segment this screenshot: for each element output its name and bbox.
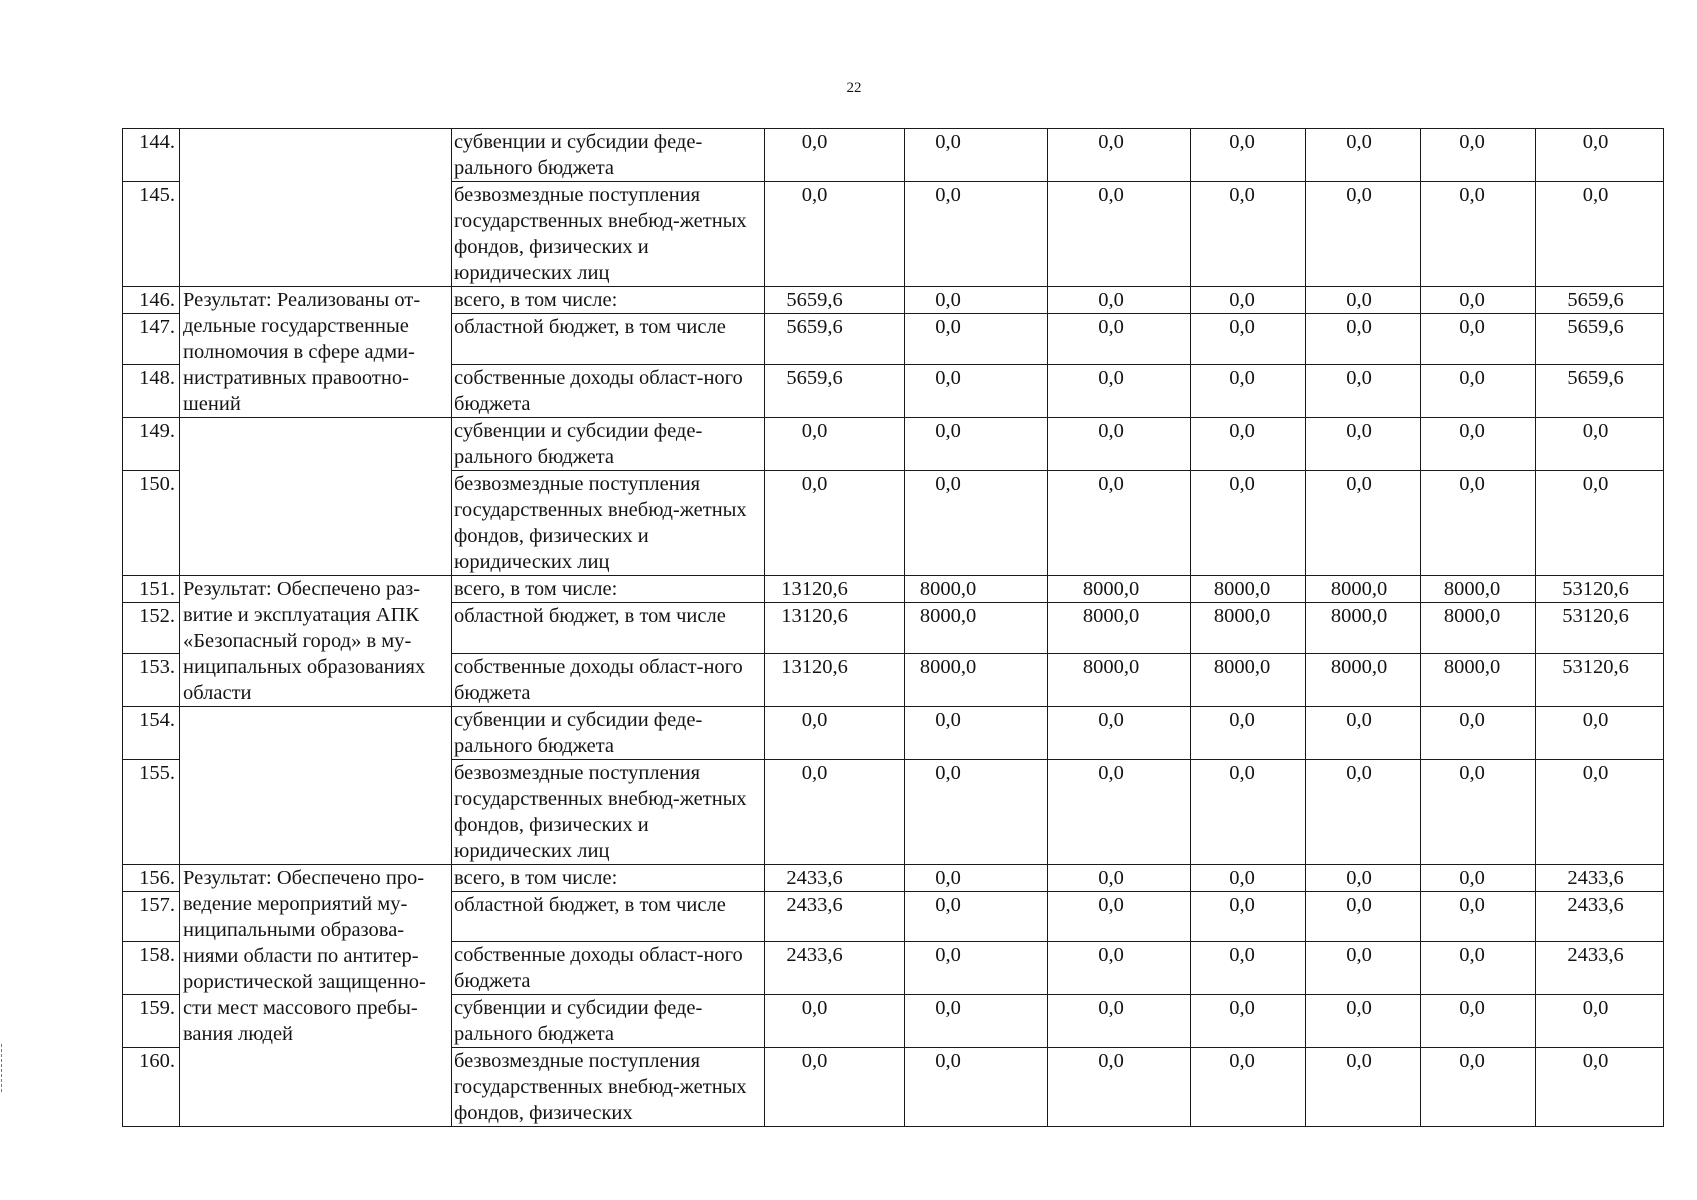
amount-cell — [1191, 995, 1306, 1048]
amount-value: 0,0 — [1098, 1050, 1124, 1072]
amount-value: 0,0 — [1459, 420, 1485, 442]
amount-value: 0,0 — [1098, 366, 1124, 389]
margin-mark — [1, 1044, 6, 1092]
row-number: 149. — [123, 418, 180, 471]
amount-cell — [1536, 418, 1664, 471]
amount-value: 2433,6 — [1567, 944, 1624, 966]
amount-cell — [1191, 760, 1306, 865]
amount-cell — [1421, 892, 1536, 942]
table-row — [123, 287, 1664, 314]
amount-value: 0,0 — [1459, 894, 1485, 916]
amount-cell — [1536, 760, 1664, 865]
funding-source: собственные доходы област-ного бюджета — [452, 364, 765, 417]
table-row — [123, 418, 1664, 471]
amount-value: 8000,0 — [1330, 578, 1388, 600]
amount-cell — [1191, 653, 1306, 706]
amount-value: 0,0 — [1346, 894, 1372, 916]
row-number: 156. — [123, 865, 180, 892]
amount-value: 0,0 — [935, 184, 961, 206]
amount-cell — [1421, 287, 1536, 314]
amount-value: 8000,0 — [1330, 605, 1388, 628]
amount-cell — [1536, 653, 1664, 706]
amount-value: 0,0 — [1346, 420, 1372, 442]
amount-cell — [1536, 707, 1664, 760]
funding-source: собственные доходы област-ного бюджета — [452, 942, 765, 995]
amount-value: 53120,6 — [1562, 655, 1629, 678]
amount-value: 0,0 — [1229, 1050, 1255, 1072]
amount-value: 0,0 — [1098, 762, 1124, 784]
amount-cell — [1306, 603, 1421, 653]
row-number: 159. — [123, 995, 180, 1048]
amount-cell — [765, 182, 905, 287]
amount-value: 0,0 — [1346, 997, 1372, 1019]
amount-value: 8000,0 — [919, 578, 977, 600]
amount-cell — [765, 129, 905, 182]
row-number: 155. — [123, 760, 180, 865]
funding-source: областной бюджет, в том числе — [452, 603, 765, 653]
amount-cell — [1048, 182, 1191, 287]
amount-cell — [1191, 603, 1306, 653]
amount-value: 2433,6 — [786, 944, 843, 966]
amount-value: 0,0 — [801, 473, 828, 495]
amount-cell — [1191, 707, 1306, 760]
amount-value: 0,0 — [1229, 366, 1255, 389]
funding-source: безвозмездные поступления государственных внебюд-жетных фондов, физических — [452, 1048, 765, 1127]
amount-value: 8000,0 — [1213, 578, 1271, 600]
funding-source: субвенции и субсидии феде-рального бюджета — [452, 707, 765, 760]
amount-cell — [905, 129, 1048, 182]
amount-cell — [1048, 1048, 1191, 1127]
amount-value: 0,0 — [1098, 894, 1124, 916]
amount-value: 5659,6 — [1567, 289, 1624, 311]
amount-cell — [1536, 892, 1664, 942]
amount-cell — [1306, 471, 1421, 576]
amount-value: 0,0 — [1582, 184, 1609, 206]
funding-source: всего, в том числе: — [452, 287, 765, 314]
amount-cell — [905, 865, 1048, 892]
amount-value: 2433,6 — [786, 894, 843, 916]
amount-cell — [905, 364, 1048, 417]
amount-cell — [1191, 182, 1306, 287]
amount-cell — [1421, 576, 1536, 603]
amount-value: 0,0 — [1346, 366, 1372, 389]
amount-value: 0,0 — [801, 131, 828, 153]
amount-cell — [1048, 707, 1191, 760]
amount-value: 0,0 — [935, 473, 961, 495]
amount-cell — [1306, 364, 1421, 417]
amount-cell — [765, 1048, 905, 1127]
amount-cell — [1536, 364, 1664, 417]
amount-value: 0,0 — [801, 184, 828, 206]
amount-cell — [1421, 942, 1536, 995]
amount-value: 0,0 — [935, 867, 961, 889]
amount-cell — [1421, 603, 1536, 653]
funding-source: безвозмездные поступления государственных внебюд-жетных фондов, физических и юридических лиц — [452, 471, 765, 576]
funding-source: безвозмездные поступления государственных внебюд-жетных фондов, физических и юридических лиц — [452, 182, 765, 287]
amount-cell — [1306, 418, 1421, 471]
amount-value: 0,0 — [1582, 997, 1609, 1019]
funding-source: областной бюджет, в том числе — [452, 892, 765, 942]
amount-cell — [1536, 995, 1664, 1048]
amount-value: 8000,0 — [919, 605, 977, 628]
amount-cell — [1191, 418, 1306, 471]
row-number: 154. — [123, 707, 180, 760]
amount-value: 2433,6 — [1567, 867, 1624, 889]
amount-value: 0,0 — [1346, 944, 1372, 966]
funding-source: собственные доходы област-ного бюджета — [452, 653, 765, 706]
amount-value: 0,0 — [935, 131, 961, 153]
amount-value: 0,0 — [1459, 289, 1485, 311]
amount-value: 2433,6 — [1567, 894, 1624, 916]
amount-cell — [1191, 942, 1306, 995]
financing-table — [122, 128, 1664, 1127]
amount-cell — [1421, 471, 1536, 576]
amount-value: 0,0 — [935, 366, 961, 389]
amount-cell — [905, 471, 1048, 576]
amount-value: 0,0 — [1459, 867, 1485, 889]
amount-value: 0,0 — [1459, 366, 1485, 389]
amount-value: 0,0 — [801, 709, 828, 731]
amount-cell — [765, 942, 905, 995]
amount-value: 0,0 — [801, 420, 828, 442]
amount-value: 0,0 — [1346, 1050, 1372, 1072]
amount-value: 0,0 — [1582, 1050, 1609, 1072]
amount-value: 0,0 — [801, 997, 828, 1019]
amount-cell — [1536, 942, 1664, 995]
amount-cell — [1421, 865, 1536, 892]
amount-cell — [1536, 865, 1664, 892]
amount-cell — [905, 760, 1048, 865]
amount-value: 0,0 — [1098, 289, 1124, 311]
amount-value: 0,0 — [1459, 316, 1485, 339]
amount-value: 0,0 — [1229, 289, 1255, 311]
amount-value: 8000,0 — [1443, 578, 1501, 600]
row-number: 158. — [123, 942, 180, 995]
amount-value: 0,0 — [1098, 316, 1124, 339]
amount-value: 0,0 — [1229, 316, 1255, 339]
amount-value: 5659,6 — [1567, 366, 1624, 389]
amount-value: 8000,0 — [1082, 655, 1140, 678]
amount-cell — [1191, 865, 1306, 892]
amount-value: 5659,6 — [786, 316, 843, 339]
row-number: 160. — [123, 1048, 180, 1127]
amount-value: 0,0 — [1459, 709, 1485, 731]
amount-cell — [905, 287, 1048, 314]
amount-cell — [1306, 865, 1421, 892]
amount-value: 53120,6 — [1562, 578, 1629, 600]
result-description: Результат: Обеспечено про-ведение мероприятий му-ниципальными образова-ниями области по антитер-рористической защищенно-сти мест массового пребы-вания людей — [180, 865, 452, 1127]
amount-cell — [1421, 314, 1536, 364]
funding-source: всего, в том числе: — [452, 576, 765, 603]
amount-cell — [765, 653, 905, 706]
amount-cell — [905, 182, 1048, 287]
amount-value: 0,0 — [1229, 709, 1255, 731]
amount-cell — [1536, 182, 1664, 287]
amount-value: 5659,6 — [786, 289, 843, 311]
amount-value: 0,0 — [935, 420, 961, 442]
amount-value: 0,0 — [1346, 316, 1372, 339]
funding-source: всего, в том числе: — [452, 865, 765, 892]
amount-value: 0,0 — [1459, 1050, 1485, 1072]
amount-cell — [1536, 314, 1664, 364]
amount-value: 0,0 — [935, 316, 961, 339]
amount-value: 0,0 — [1098, 944, 1124, 966]
table-row — [123, 129, 1664, 182]
amount-value: 0,0 — [1229, 473, 1255, 495]
amount-cell — [1306, 576, 1421, 603]
amount-value: 0,0 — [935, 944, 961, 966]
amount-cell — [765, 865, 905, 892]
funding-source: областной бюджет, в том числе — [452, 314, 765, 364]
amount-cell — [1048, 576, 1191, 603]
amount-value: 0,0 — [1346, 289, 1372, 311]
amount-value: 0,0 — [935, 762, 961, 784]
amount-cell — [1421, 364, 1536, 417]
row-number: 146. — [123, 287, 180, 314]
amount-value: 0,0 — [1582, 420, 1609, 442]
amount-cell — [1536, 471, 1664, 576]
amount-value: 0,0 — [1459, 131, 1485, 153]
amount-cell — [1191, 576, 1306, 603]
row-number: 147. — [123, 314, 180, 364]
amount-cell — [1536, 603, 1664, 653]
amount-cell — [1421, 182, 1536, 287]
amount-value: 0,0 — [1229, 944, 1255, 966]
row-number: 153. — [123, 653, 180, 706]
row-number: 145. — [123, 182, 180, 287]
result-empty-cell — [180, 418, 452, 576]
amount-value: 13120,6 — [781, 655, 848, 678]
amount-value: 8000,0 — [1082, 605, 1140, 628]
amount-cell — [905, 995, 1048, 1048]
amount-cell — [1306, 653, 1421, 706]
amount-cell — [765, 892, 905, 942]
result-empty-cell — [180, 129, 452, 287]
amount-value: 0,0 — [1346, 473, 1372, 495]
amount-cell — [905, 576, 1048, 603]
amount-value: 0,0 — [1346, 184, 1372, 206]
amount-cell — [1048, 653, 1191, 706]
amount-cell — [1191, 1048, 1306, 1127]
amount-value: 0,0 — [1098, 131, 1124, 153]
amount-value: 8000,0 — [1443, 655, 1501, 678]
amount-value: 0,0 — [935, 894, 961, 916]
amount-value: 0,0 — [1229, 867, 1255, 889]
amount-value: 0,0 — [1098, 997, 1124, 1019]
amount-cell — [1421, 129, 1536, 182]
amount-cell — [1306, 892, 1421, 942]
result-description: Результат: Реализованы от-дельные государственные полномочия в сфере адми-нистративных правоотно-шений — [180, 287, 452, 418]
amount-value: 0,0 — [1229, 762, 1255, 784]
amount-cell — [1536, 287, 1664, 314]
amount-value: 0,0 — [1346, 131, 1372, 153]
table-row — [123, 707, 1664, 760]
amount-cell — [765, 760, 905, 865]
amount-cell — [1191, 892, 1306, 942]
amount-cell — [1048, 603, 1191, 653]
amount-cell — [1306, 1048, 1421, 1127]
amount-value: 0,0 — [1346, 762, 1372, 784]
amount-value: 5659,6 — [1567, 316, 1624, 339]
amount-cell — [1191, 364, 1306, 417]
amount-value: 8000,0 — [1443, 605, 1501, 628]
amount-cell — [1191, 129, 1306, 182]
amount-value: 2433,6 — [786, 867, 843, 889]
amount-value: 0,0 — [1098, 709, 1124, 731]
amount-cell — [1536, 576, 1664, 603]
amount-value: 0,0 — [801, 1050, 828, 1072]
amount-cell — [1306, 760, 1421, 865]
amount-cell — [765, 707, 905, 760]
amount-cell — [1048, 865, 1191, 892]
table-body — [123, 129, 1664, 1127]
amount-value: 0,0 — [935, 997, 961, 1019]
amount-cell — [1048, 471, 1191, 576]
funding-source: субвенции и субсидии феде-рального бюджета — [452, 418, 765, 471]
amount-cell — [905, 603, 1048, 653]
amount-cell — [1048, 760, 1191, 865]
funding-source: безвозмездные поступления государственных внебюд-жетных фондов, физических и юридических лиц — [452, 760, 765, 865]
amount-value: 0,0 — [1229, 184, 1255, 206]
amount-value: 0,0 — [1582, 473, 1609, 495]
amount-cell — [905, 653, 1048, 706]
amount-cell — [1421, 995, 1536, 1048]
funding-source: субвенции и субсидии феде-ральнoго бюджета — [452, 129, 765, 182]
row-number: 144. — [123, 129, 180, 182]
amount-value: 0,0 — [1229, 894, 1255, 916]
amount-cell — [1421, 707, 1536, 760]
amount-value: 0,0 — [1459, 762, 1485, 784]
amount-value: 0,0 — [935, 709, 961, 731]
amount-cell — [1048, 364, 1191, 417]
amount-value: 8000,0 — [1082, 578, 1140, 600]
row-number: 152. — [123, 603, 180, 653]
amount-cell — [905, 418, 1048, 471]
amount-cell — [1048, 287, 1191, 314]
amount-cell — [1421, 418, 1536, 471]
amount-cell — [1421, 1048, 1536, 1127]
amount-cell — [1191, 314, 1306, 364]
amount-value: 0,0 — [1098, 184, 1124, 206]
amount-cell — [1048, 418, 1191, 471]
amount-cell — [1191, 287, 1306, 314]
amount-cell — [1048, 995, 1191, 1048]
row-number: 157. — [123, 892, 180, 942]
amount-value: 13120,6 — [781, 578, 848, 600]
funding-source: субвенции и субсидии феде-рального бюджета — [452, 995, 765, 1048]
amount-cell — [765, 603, 905, 653]
amount-cell — [1191, 471, 1306, 576]
amount-cell — [905, 707, 1048, 760]
amount-value: 0,0 — [1098, 867, 1124, 889]
amount-cell — [765, 364, 905, 417]
table-row — [123, 865, 1664, 892]
amount-cell — [1536, 1048, 1664, 1127]
amount-value: 8000,0 — [1330, 655, 1388, 678]
amount-cell — [1306, 314, 1421, 364]
amount-cell — [1421, 653, 1536, 706]
amount-value: 0,0 — [1346, 867, 1372, 889]
amount-cell — [905, 892, 1048, 942]
row-number: 148. — [123, 364, 180, 417]
row-number: 150. — [123, 471, 180, 576]
amount-value: 13120,6 — [781, 605, 848, 628]
amount-value: 0,0 — [1582, 709, 1609, 731]
amount-value: 8000,0 — [1213, 605, 1271, 628]
table-row — [123, 576, 1664, 603]
amount-cell — [1048, 942, 1191, 995]
amount-cell — [1048, 314, 1191, 364]
amount-value: 0,0 — [1346, 709, 1372, 731]
amount-value: 0,0 — [1098, 420, 1124, 442]
amount-value: 5659,6 — [786, 366, 843, 389]
amount-value: 0,0 — [1459, 944, 1485, 966]
amount-value: 0,0 — [1582, 131, 1609, 153]
amount-value: 8000,0 — [919, 655, 977, 678]
result-description: Результат: Обеспечено раз-витие и эксплуатация АПК «Безопасный город» в му-ниципальных образованиях области — [180, 576, 452, 707]
amount-value: 0,0 — [1098, 473, 1124, 495]
amount-cell — [765, 287, 905, 314]
amount-cell — [1306, 129, 1421, 182]
amount-cell — [1306, 182, 1421, 287]
page-number: 22 — [846, 80, 862, 96]
amount-cell — [1048, 892, 1191, 942]
amount-value: 0,0 — [801, 762, 828, 784]
amount-value: 0,0 — [935, 289, 961, 311]
row-number: 151. — [123, 576, 180, 603]
result-empty-cell — [180, 707, 452, 865]
amount-cell — [765, 995, 905, 1048]
amount-value: 0,0 — [1459, 184, 1485, 206]
amount-cell — [905, 314, 1048, 364]
amount-value: 8000,0 — [1213, 655, 1271, 678]
amount-cell — [905, 942, 1048, 995]
amount-value: 0,0 — [1229, 131, 1255, 153]
amount-value: 53120,6 — [1562, 605, 1629, 628]
amount-cell — [1421, 760, 1536, 865]
amount-cell — [1306, 995, 1421, 1048]
amount-cell — [905, 1048, 1048, 1127]
amount-value: 0,0 — [1229, 997, 1255, 1019]
amount-value: 0,0 — [1229, 420, 1255, 442]
amount-cell — [765, 418, 905, 471]
amount-cell — [765, 314, 905, 364]
amount-cell — [765, 576, 905, 603]
amount-cell — [1306, 942, 1421, 995]
amount-cell — [1536, 129, 1664, 182]
amount-value: 0,0 — [1459, 997, 1485, 1019]
amount-cell — [1306, 707, 1421, 760]
amount-value: 0,0 — [1459, 473, 1485, 495]
amount-value: 0,0 — [1582, 762, 1609, 784]
amount-cell — [1306, 287, 1421, 314]
amount-cell — [765, 471, 905, 576]
amount-value: 0,0 — [935, 1050, 961, 1072]
amount-cell — [1048, 129, 1191, 182]
